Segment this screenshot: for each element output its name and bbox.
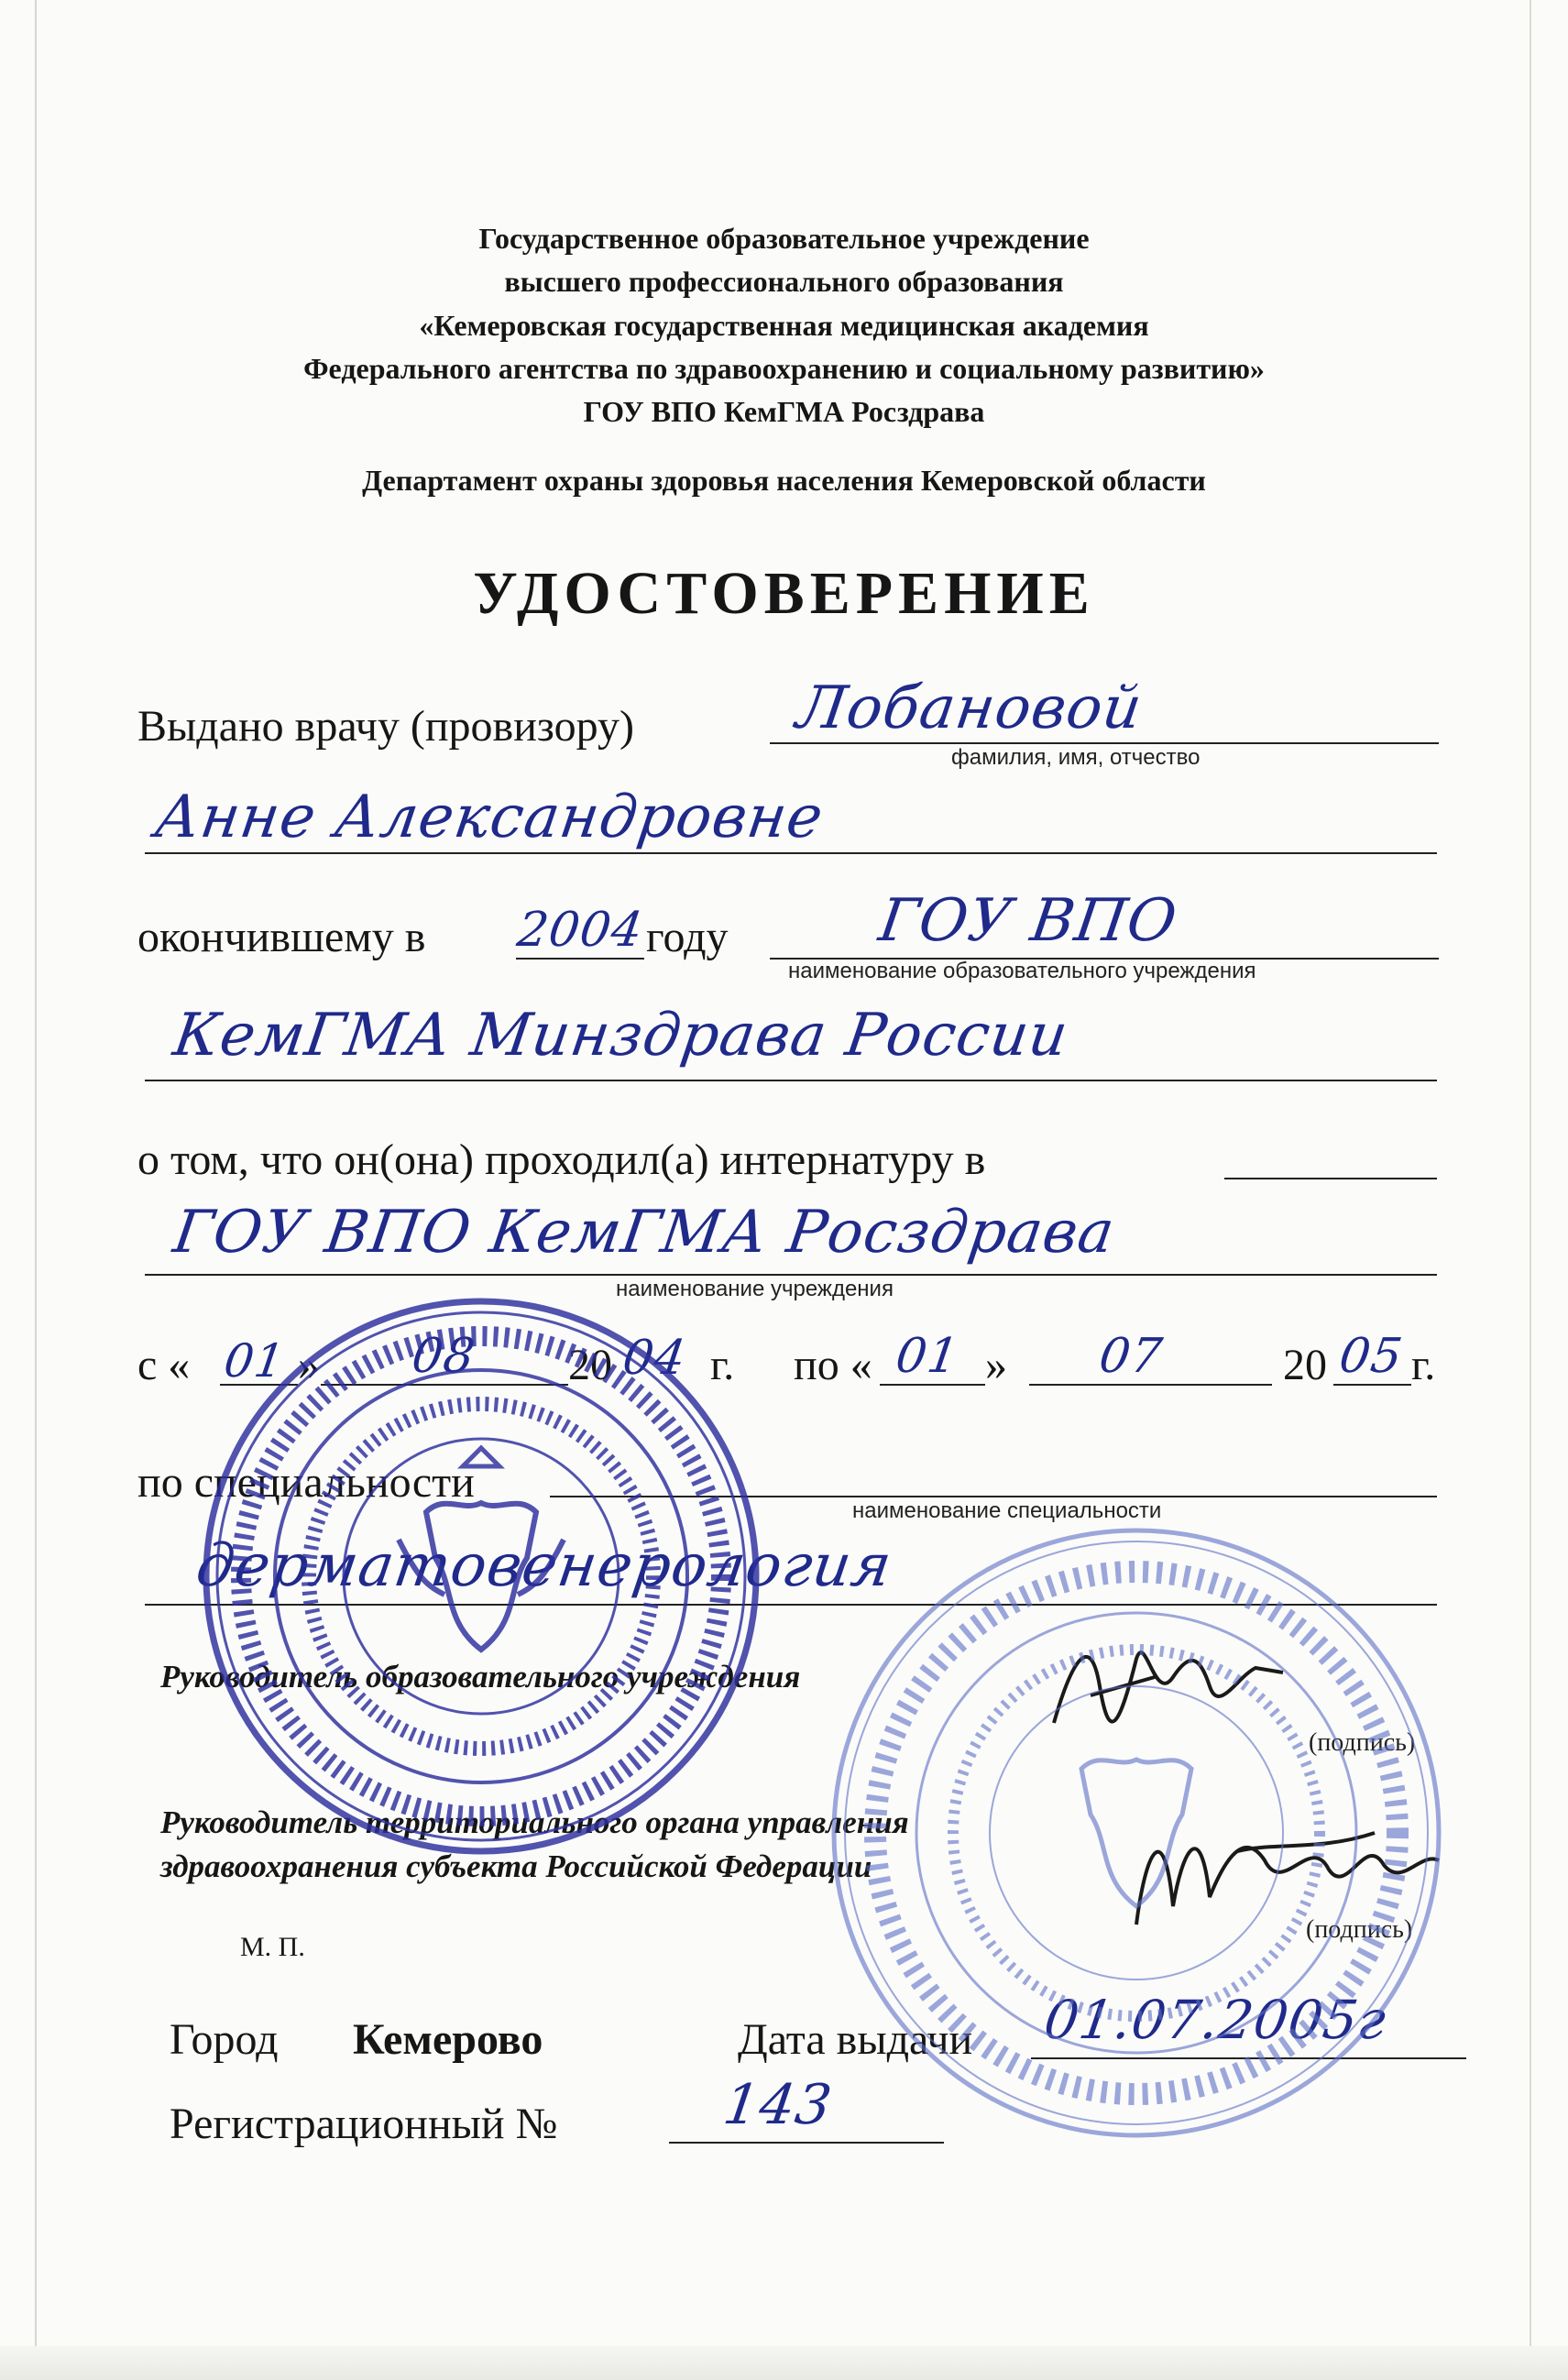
from-mid: » [298,1341,320,1389]
head-edu-label: Руководитель образовательного учреждения [160,1659,801,1695]
paper-bottom-edge [0,2346,1568,2380]
year-line [516,958,644,960]
to-day: 01 [892,1329,963,1384]
institution-value-1: ГОУ ВПО [874,887,1181,955]
internship-label: о том, что он(она) проходил(а) интернатуру в [137,1135,986,1184]
specialty-value: дерматовенерология [192,1532,896,1600]
sign2-label: (подпись) [1306,1915,1413,1944]
graduated-label-prefix: окончившему в [137,913,426,961]
institution-line-2 [145,1080,1437,1081]
mp-label: М. П. [240,1932,305,1962]
from-year-prefix: 20 [568,1341,612,1389]
city-label: Город [170,2015,279,2064]
surname-line [770,742,1439,744]
date-label: Дата выдачи [738,2015,973,2064]
reg-value: 143 [719,2073,837,2137]
graduated-year: 2004 [513,903,647,958]
from-month: 08 [408,1329,479,1384]
to-mid: » [985,1341,1007,1389]
to-month-line [1029,1384,1272,1386]
department-line: Департамент охраны здоровья населения Кемеровской области [362,464,1206,497]
from-day: 01 [220,1334,289,1387]
internship-value: ГОУ ВПО КемГМА Росздрава [169,1199,1119,1267]
internship-hint: наименование учреждения [616,1277,894,1301]
to-year-line [1333,1384,1411,1386]
header-line-3: «Кемеровская государственная медицинская академия [419,309,1149,342]
to-year-prefix: 20 [1283,1341,1327,1389]
internship-line-2 [145,1274,1437,1276]
surname-hint: фамилия, имя, отчество [951,745,1201,770]
header-line-2: высшего профессионального образования [504,265,1064,298]
header-line-5: ГОУ ВПО КемГМА Росздрава [583,395,985,428]
to-suffix: г. [1411,1341,1436,1389]
to-year: 05 [1335,1329,1407,1384]
to-prefix: по « [794,1341,872,1389]
from-year: 04 [619,1331,690,1386]
institution-value-2: КемГМА Минздрава России [169,1002,1073,1069]
reg-label: Регистрационный № [170,2100,558,2148]
header-line-4: Федерального агентства по здравоохранению и социальному развитию» [303,352,1265,385]
graduated-label-suffix: году [646,913,729,961]
round-stamp-academy [188,1283,774,1870]
name-line [145,852,1437,854]
specialty-label: по специальности [137,1458,475,1507]
sign1-label: (подпись) [1309,1728,1416,1757]
header-line-1: Государственное образовательное учреждение [478,222,1090,255]
from-prefix: с « [137,1341,191,1389]
institution-hint: наименование образовательного учреждения [788,959,1256,983]
issued-to-label: Выдано врачу (провизору) [137,702,634,751]
head-terr-line1: Руководитель территориального органа управления [160,1804,909,1840]
name-value: Анне Александровне [150,784,828,851]
from-suffix: г. [710,1341,735,1389]
to-month: 07 [1095,1329,1167,1384]
document-title: УДОСТОВЕРЕНИЕ [473,560,1095,627]
date-value: 01.07.2005г [1040,1989,1391,2051]
round-stamp-department [806,1503,1466,2163]
internship-line-1 [1224,1178,1437,1179]
surname-value: Лобановой [792,675,1147,742]
to-day-line [880,1384,985,1386]
specialty-hint: наименование специальности [852,1498,1162,1523]
city-value: Кемерово [353,2015,543,2064]
head-terr-line2: здравоохранения субъекта Российской Федерации [160,1848,872,1884]
